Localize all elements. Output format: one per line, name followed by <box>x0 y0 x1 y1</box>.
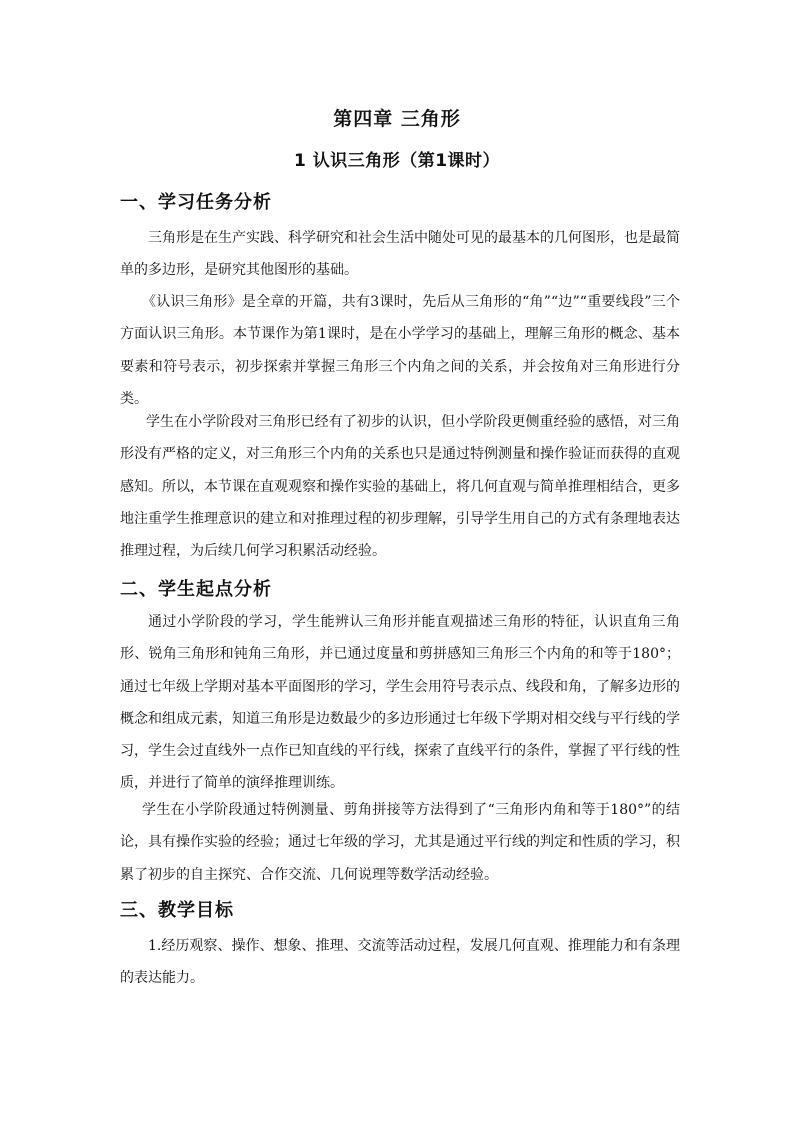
chapter-title: 第四章 三角形 <box>333 108 461 130</box>
section-heading-starting-point: 二、学生起点分析 <box>120 579 272 600</box>
paragraph: 1.经历观察、操作、想象、推理、交流等活动过程，发展几何直观、推理能力和有条理的表达能力。 <box>120 938 680 987</box>
lesson-title: 1 认识三角形（第1课时） <box>293 151 501 171</box>
paragraph: 《认识三角形》是全章的开篇，共有3课时，先后从三角形的“角”“边”“重要线段”三个方面认识三角形。本节课作为第1课时，是在小学学习的基础上，理解三角形的概念、基本要素和符号表示，初步探索并掌握三角形三个内角之间的关系，并会按角对三角形进行分类。 <box>120 294 680 407</box>
paragraph: 学生在小学阶段对三角形已经有了初步的认识，但小学阶段更侧重经验的感悟，对三角形没有严格的定义，对三角形三个内角的关系也只是通过特例测量和操作验证而获得的直观感知。所以，本节课在直观观察和操作实验的基础上，将几何直观与简单推理相结合，更多地注重学生推理意识的建立和对推理过程的初步理解，引导学生用自己的方式有条理地表达推理过程，为后续几何学习积累活动经验。 <box>120 414 680 560</box>
paragraph: 三角形是在生产实践、科学研究和社会生活中随处可见的最基本的几何图形，也是最简单的多边形，是研究其他图形的基础。 <box>120 230 680 279</box>
section-heading-task-analysis: 一、学习任务分析 <box>120 192 272 213</box>
section-heading-teaching-objectives: 三、教学目标 <box>120 900 234 921</box>
paragraph: 通过小学阶段的学习，学生能辨认三角形并能直观描述三角形的特征，认识直角三角形、锐角三角形和钝角三角形，并已通过度量和剪拼感知三角形三个内角的和等于180°；通过七年级上学期对基本平面图形的学习，学生会用符号表示点、线段和角，了解多边形的概念和组成元素，知道三角形是边数最少的多边形通过七年级下学期对相交线与平行线的学习，学生会过直线外一点作已知直线的平行线，探索了直线平行的条件，掌握了平行线的性质，并进行了简单的演绎推理训练。 <box>120 614 680 792</box>
paragraph: 学生在小学阶段通过特例测量、剪角拼接等方法得到了“三角形内角和等于180°”的结论，具有操作实验的经验；通过七年级的学习，尤其是通过平行线的判定和性质的学习，积累了初步的自主探究、合作交流、几何说理等数学活动经验。 <box>120 802 680 883</box>
